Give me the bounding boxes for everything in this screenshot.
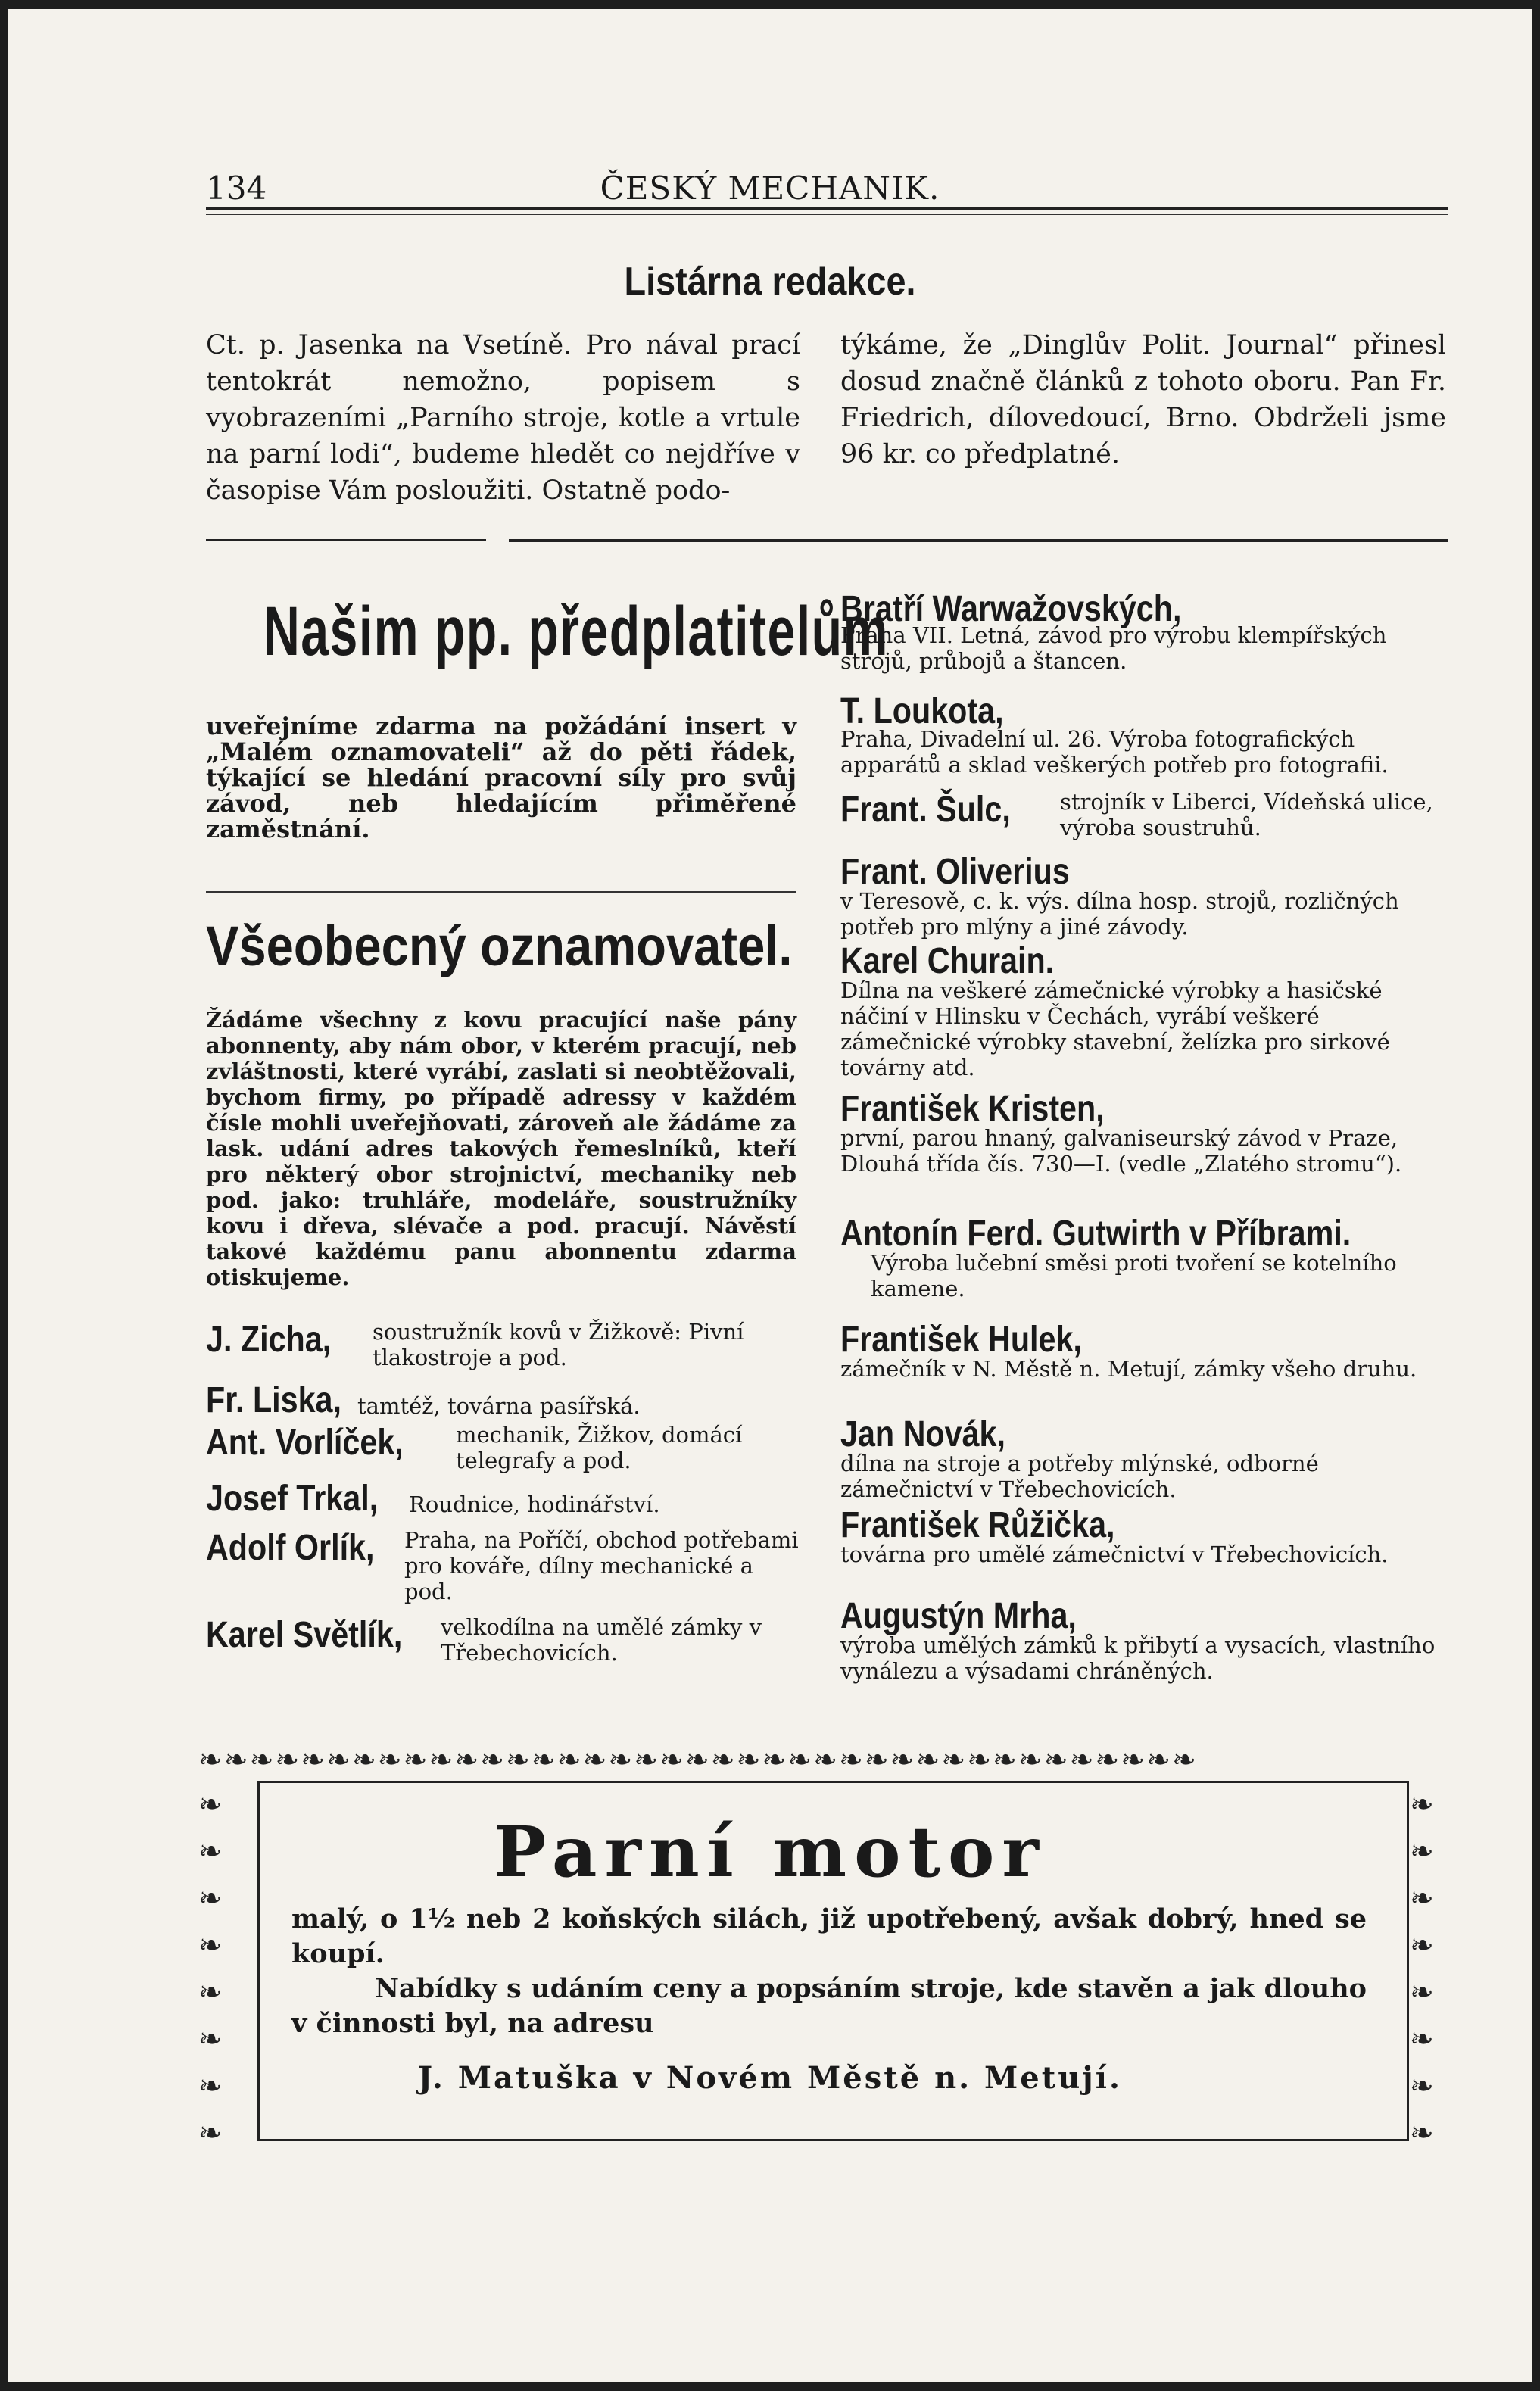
ornament-icon: ❧ — [198, 2022, 224, 2056]
entry-name: Antonín Ferd. Gutwirth v Příbrami. — [840, 1214, 1351, 1254]
ornament-icon: ❧ — [480, 1743, 507, 1776]
ornament-icon: ❧ — [326, 1743, 353, 1776]
ornament-icon: ❧ — [249, 1743, 276, 1776]
ornament-icon: ❧ — [1410, 1975, 1436, 2009]
entry-name: Frant. Šulc, — [840, 790, 1011, 830]
nasim-title: Našim pp. předplatitelům — [263, 593, 889, 670]
listarna-right-column: týkáme, že „Dinglův Polit. Journal“ přinesl dosud značně článků z tohoto oboru. Pan Fr. Friedrich, dílovedoucí, Brno. Obdrželi jsme 96 kr. co předplatné. — [840, 330, 1446, 469]
ornament-icon: ❧ — [993, 1743, 1018, 1776]
vseobecny-text: Žádáme všechny z kovu pracující naše pány abonnenty, aby nám obor, v kterém pracují, neb zvláštnosti, které vyrábí, zaslati si neobtěžovali, bychom firmy, po případě adressy v každém čísle mohli uveřejňovati, zároveň ale žádáme za lask. udání adres takových řemeslníků, kteří pro některý obor strojnictví, mechaniky neb pod. jako: truhláře, modeláře, soustružníky kovu i dřeva, slévače a pod. pracují. Návěstí takové každému panu abonnentu zdarma otiskujeme. — [206, 1007, 796, 1290]
ornament-icon: ❧ — [915, 1743, 942, 1776]
nasim-rule — [206, 891, 796, 893]
entry-name: Karel Světlík, — [206, 1615, 403, 1655]
ornament-icon: ❧ — [198, 2069, 224, 2103]
ornament-icon: ❧ — [864, 1743, 890, 1776]
ornament-icon: ❧ — [1410, 2069, 1436, 2103]
ornament-icon: ❧ — [1410, 1788, 1436, 1821]
listarna-title: Listárna redakce. — [624, 260, 916, 304]
left-entry — [206, 1527, 800, 1604]
ornament-icon: ❧ — [890, 1743, 916, 1776]
left-entry — [206, 1422, 800, 1473]
right-entry — [840, 1414, 1446, 1502]
section-rule — [509, 539, 1448, 542]
right-entry — [840, 1504, 1446, 1567]
entry-desc: velkodílna na umělé zámky v Třebechovicích. — [441, 1614, 762, 1666]
entry-name: J. Zicha, — [206, 1320, 332, 1360]
ornament-icon: ❧ — [839, 1743, 865, 1776]
entry-desc: Praha, Divadelní ul. 26. Výroba fotografických apparátů a sklad veškerých potřeb pro fotografii. — [840, 726, 1389, 778]
entry-name: František Růžička, — [840, 1505, 1115, 1545]
entry-name: František Kristen, — [840, 1089, 1105, 1129]
ornament-icon: ❧ — [198, 1743, 224, 1776]
ornament-icon: ❧ — [582, 1743, 609, 1776]
ornament-icon: ❧ — [787, 1743, 814, 1776]
ornament-icon: ❧ — [710, 1743, 737, 1776]
ornament-icon: ❧ — [659, 1743, 686, 1776]
ornament-icon: ❧ — [301, 1743, 327, 1776]
ornament-icon: ❧ — [198, 1928, 224, 1962]
entry-desc: Výroba lučební směsi proti tvoření se kotelního kamene. — [871, 1250, 1397, 1301]
ornament-border-top — [198, 1743, 1446, 1776]
entry-name: T. Loukota, — [840, 691, 1004, 731]
page-number: 134 — [206, 170, 267, 207]
entry-name: Josef Trkal, — [206, 1479, 379, 1519]
right-entry — [840, 1213, 1446, 1301]
ornament-icon: ❧ — [1018, 1743, 1044, 1776]
right-entry — [840, 1595, 1446, 1684]
right-entry — [840, 789, 1446, 840]
ornament-icon: ❧ — [198, 1975, 224, 2009]
ornament-icon: ❧ — [198, 1788, 224, 1821]
ornament-icon: ❧ — [634, 1743, 660, 1776]
entry-name: Fr. Liska, — [206, 1380, 341, 1420]
entry-desc: mechanik, Žižkov, domácí telegrafy a pod. — [456, 1422, 743, 1473]
ornament-icon: ❧ — [377, 1743, 404, 1776]
ornament-icon: ❧ — [556, 1743, 583, 1776]
entry-desc: továrna pro umělé zámečnictví v Třebechovicích. — [840, 1542, 1389, 1567]
ornament-icon: ❧ — [1410, 1835, 1436, 1868]
header-rule-bottom — [206, 214, 1448, 215]
left-entry — [206, 1614, 800, 1666]
entry-name: Ant. Vorlíček, — [206, 1423, 404, 1463]
ornament-icon: ❧ — [685, 1743, 711, 1776]
ornament-icon: ❧ — [454, 1743, 481, 1776]
parni-motor-address: J. Matuška v Novém Městě n. Metují. — [418, 2060, 1122, 2096]
entry-desc: Dílna na veškeré zámečnické výrobky a hasičské náčiní v Hlinsku v Čechách, vyrábí veškeré zámečnické výrobky stavební, želízka pro sirkové továrny atd. — [840, 977, 1390, 1080]
ornament-icon: ❧ — [531, 1743, 557, 1776]
vseobecny-title: Všeobecný oznamovatel. — [206, 915, 793, 977]
entry-name: Adolf Orlík, — [206, 1528, 375, 1568]
right-entry — [840, 1088, 1446, 1177]
ornament-icon: ❧ — [1172, 1743, 1198, 1776]
entry-name: Karel Churain. — [840, 941, 1055, 981]
ornament-icon: ❧ — [608, 1743, 634, 1776]
right-entry — [840, 1319, 1446, 1382]
entry-desc: v Teresově, c. k. výs. dílna hosp. strojů, rozličných potřeb pro mlýny a jiné závody. — [840, 888, 1399, 940]
entry-name: František Hulek, — [840, 1320, 1082, 1360]
ornament-icon: ❧ — [1410, 2022, 1436, 2056]
ornament-icon: ❧ — [762, 1743, 788, 1776]
ornament-icon: ❧ — [1121, 1743, 1147, 1776]
left-entry — [206, 1319, 800, 1370]
ornament-icon: ❧ — [736, 1743, 762, 1776]
left-entry — [206, 1478, 800, 1520]
ornament-icon: ❧ — [1069, 1743, 1096, 1776]
right-entry — [840, 690, 1446, 778]
entry-desc: soustružník kovů v Žižkově: Pivní tlakostroje a pod. — [373, 1319, 744, 1370]
section-rule-left — [206, 539, 486, 541]
entry-desc: zámečník v N. Městě n. Metují, zámky všeho druhu. — [840, 1356, 1417, 1382]
ornament-icon: ❧ — [403, 1743, 429, 1776]
ornament-icon: ❧ — [198, 2116, 224, 2149]
ornament-icon: ❧ — [223, 1743, 250, 1776]
entry-name: Jan Novák, — [840, 1414, 1005, 1454]
right-entry — [840, 851, 1446, 940]
ornament-icon: ❧ — [429, 1743, 455, 1776]
entry-desc: Praha, na Poříčí, obchod potřebami pro kováře, dílny mechanické a pod. — [404, 1527, 799, 1604]
entry-desc: výroba umělých zámků k přibytí a vysacích, vlastního vynálezu a výsadami chráněných. — [840, 1632, 1436, 1684]
right-entry — [840, 940, 1446, 1080]
header-rule-top — [206, 207, 1448, 210]
entry-desc: strojník v Liberci, Vídeňská ulice, výroba soustruhů. — [1060, 789, 1433, 840]
parni-motor-line1: malý, o 1½ neb 2 koňských silách, již upotřebený, avšak dobrý, hned se koupí. — [291, 1903, 1367, 1969]
ornament-icon: ❧ — [1410, 1881, 1436, 1915]
ornament-icon: ❧ — [1095, 1743, 1121, 1776]
left-entry — [206, 1379, 800, 1421]
entry-name: Augustýn Mrha, — [840, 1596, 1077, 1636]
entry-desc: první, parou hnaný, galvaniseurský závod v Praze, Dlouhá třída čís. 730—I. (vedle „Zlatého stromu“). — [840, 1125, 1402, 1177]
ornament-icon: ❧ — [506, 1743, 532, 1776]
ornament-icon: ❧ — [941, 1743, 968, 1776]
ornament-icon: ❧ — [967, 1743, 993, 1776]
ornament-icon: ❧ — [275, 1743, 301, 1776]
entry-desc: tamtéž, továrna pasířská. — [357, 1393, 641, 1419]
ornament-icon: ❧ — [1043, 1743, 1070, 1776]
ornament-icon: ❧ — [1410, 1928, 1436, 1962]
entry-desc: Praha VII. Letná, závod pro výrobu klempířských strojů, průbojů a štancen. — [840, 622, 1387, 674]
entry-desc: dílna na stroje a potřeby mlýnské, odborné zámečnictví v Třebechovicích. — [840, 1451, 1319, 1502]
listarna-left-column: Ct. p. Jasenka na Vsetíně. Pro nával prací tentokrát nemožno, popisem s vyobrazeními „Parního stroje, kotle a vrtule na parní lodi“, budeme hledět co nejdříve v časopise Vám posloužiti. Ostatně podo- — [206, 330, 800, 506]
entry-desc: Roudnice, hodinářství. — [409, 1492, 660, 1517]
nasim-text: uveřejníme zdarma na požádání insert v „Malém oznamovateli“ až do pěti řádek, týkající se hledání pracovní síly pro svůj závod, neb hledajícím přiměřené zaměstnání. — [206, 712, 796, 843]
right-entry — [840, 588, 1446, 674]
journal-title: ČESKÝ MECHANIK. — [600, 170, 940, 207]
ornament-icon: ❧ — [198, 1835, 224, 1868]
ornament-icon: ❧ — [813, 1743, 840, 1776]
parni-motor-line2: Nabídky s udáním ceny a popsáním stroje, kde stavěn a jak dlouho v činnosti byl, na adresu — [291, 1973, 1367, 2039]
entry-name: Frant. Oliverius — [840, 852, 1070, 892]
ornament-icon: ❧ — [198, 1881, 224, 1915]
ornament-icon: ❧ — [352, 1743, 378, 1776]
ornament-icon: ❧ — [1146, 1743, 1173, 1776]
ornament-icon: ❧ — [1410, 2116, 1436, 2149]
page — [8, 9, 1532, 2382]
parni-motor-title: Parní motor — [494, 1811, 1046, 1893]
entry-name: Bratří Warwažovských, — [840, 589, 1182, 629]
